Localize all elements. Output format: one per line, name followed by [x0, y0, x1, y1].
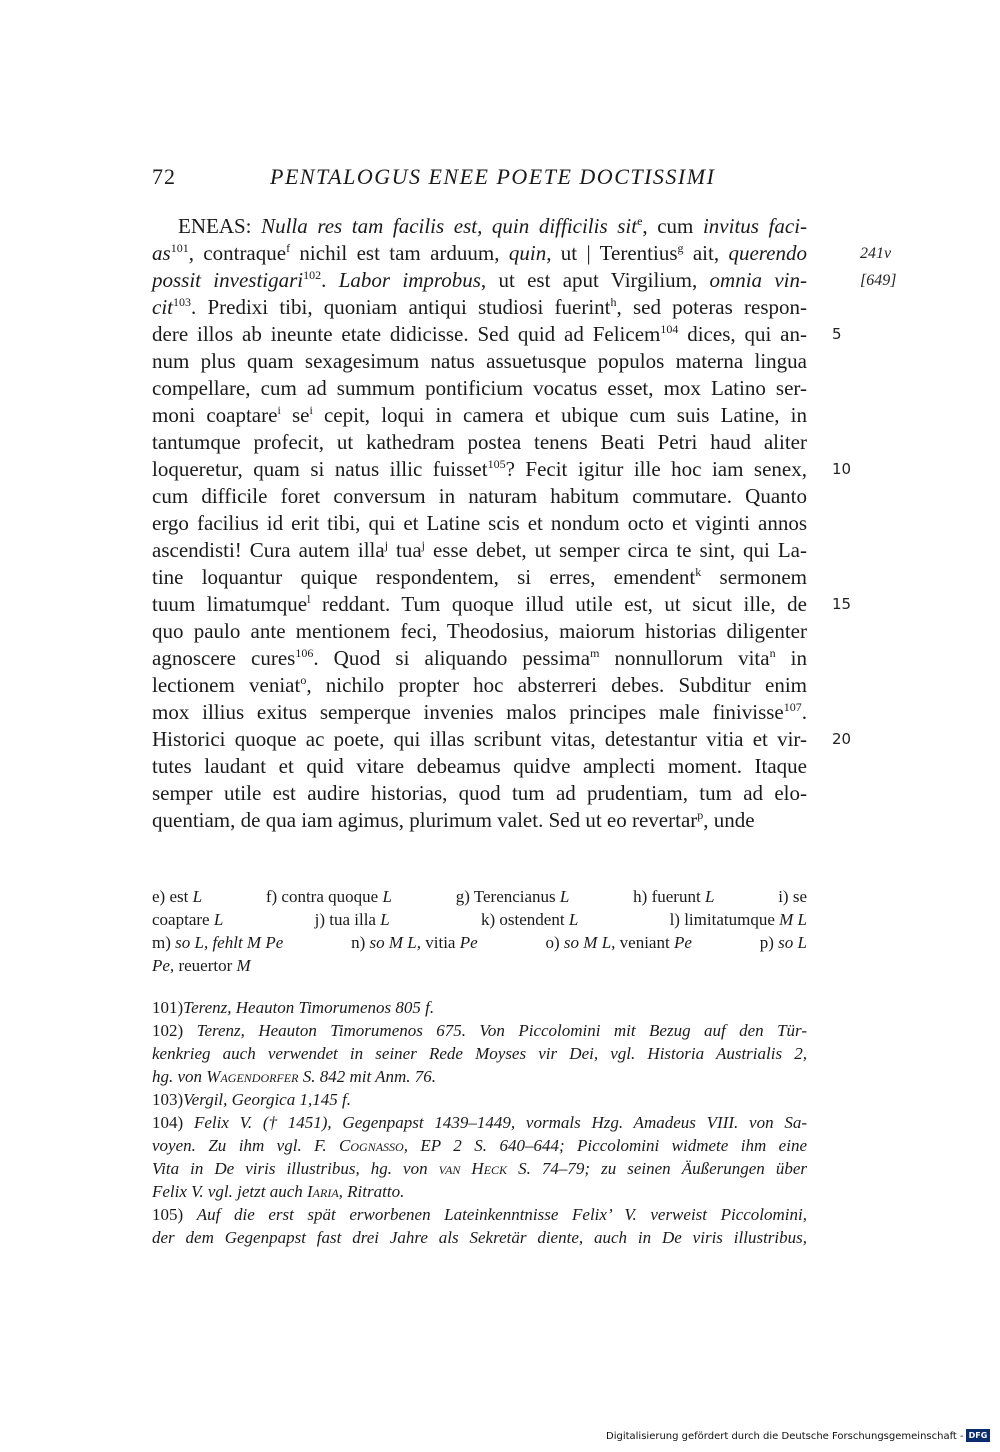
footnote-line: der dem Gegenpapst fast drei Jahre als Sekretär diente, auch in De viris illustribus, — [152, 1228, 807, 1247]
text-line: tuum limatumque$^l$ reddant. Tum quoque illud utile est, ut sicut ille, de 15 — [152, 592, 852, 616]
footnote-101: 101) Terenz, Heauton Timorumenos 805 f. — [152, 998, 435, 1017]
line-number: 15 — [832, 595, 852, 613]
text-line: quentiam, de qua iam agimus, plurimum valet. Sed ut eo revertar$^p$, unde — [152, 808, 755, 832]
text-line: ascendisti! Cura autem illa$^j$ tua$^j$ esse debet, ut semper circa te sint, qui La- — [152, 538, 808, 562]
line-number: 5 — [832, 325, 842, 343]
text-line: quo paulo ante mentionem feci, Theodosius, maiorum historias diligenter — [152, 619, 807, 643]
text-line: compellare, cum ad summum pontificium vocatus esset, mox Latino ser- — [152, 376, 807, 400]
footnotes — [152, 996, 807, 1249]
main-text — [152, 213, 897, 834]
text-line: cum difficile foret conversum in naturam habitum commutare. Quanto — [152, 484, 807, 508]
footnote-line: kenkrieg auch verwendet in seiner Rede Moyses vir Dei, vgl. Historia Austrialis 2, — [152, 1044, 807, 1063]
footnote-103: 103) Vergil, Georgica 1,145 f. — [152, 1090, 351, 1109]
footnote-102: 102) Terenz, Heauton Timorumenos 675. Von Piccolomini mit Bezug auf den Tür- — [152, 1021, 807, 1040]
footnote-line: hg. von Wagendorfer S. 842 mit Anm. 76. — [152, 1067, 437, 1086]
digitization-credit: Digitalisierung gefördert durch die Deutsche Forschungsgemeinschaft - — [606, 1431, 964, 1442]
text-line: tantumque profecit, ut kathedram postea tenens Beati Petri haud aliter — [152, 430, 807, 454]
text-line: $as^{101}$, contraque$^f$ nichil est tam arduum, quin, ut | Terentius$^g$ ait, querendo 241v — [152, 241, 892, 265]
apparatus-line: m) so L, fehlt M Pe n) so M L, vitia Pe o) so M L, veniant Pe p) so L — [152, 933, 807, 952]
footnote-104: 104) Felix V. († 1451), Gegenpapst 1439–1449, vormals Hzg. Amadeus VIII. von Sa- — [152, 1113, 807, 1132]
text-line: semper utile est audire historias, quod tum ad prudentiam, tum ad elo- — [152, 781, 807, 805]
text-line: lectionem veniat$^o$, nichilo propter hoc absterreri debes. Subditur enim — [152, 673, 807, 697]
text-line: loqueretur, quam si natus illic fuisset$^{105}$? Fecit igitur ille hoc iam senex, 10 — [152, 457, 852, 481]
text-line: possit investigari$^{102}$. Labor improbus, ut est aput Virgilium, omnia vin- [649] — [152, 268, 897, 292]
text-line: dere illos ab ineunte etate didicisse. Sed quid ad Felicem$^{104}$ dices, qui an- 5 — [152, 322, 842, 346]
line-number: 10 — [832, 460, 852, 478]
text-line: agnoscere cures$^{106}$. Quod si aliquando pessima$^m$ nonnullorum vita$^n$ in — [152, 646, 807, 670]
footnote-line: Vita in De viris illustribus, hg. von van Heck S. 74–79; zu seinen Äußerungen über — [152, 1159, 807, 1178]
folio-marker: 241v — [860, 245, 892, 262]
dfg-logo-icon: DFG — [966, 1429, 990, 1442]
apparatus-line: Pe, reuertor M — [152, 956, 251, 975]
critical-apparatus — [152, 885, 807, 977]
text-line: cit$^{103}$. Predixi tibi, quoniam antiqui studiosi fuerint$^h$, sed poteras respon- — [152, 295, 807, 319]
line-number: 20 — [832, 730, 852, 748]
apparatus-line: e) est L f) contra quoque L g) Terencianus L h) fuerunt L i) se — [152, 887, 807, 906]
page-reference: [649] — [860, 272, 897, 289]
footnote-line: Felix V. vgl. jetzt auch Iaria, Ritratto. — [152, 1182, 405, 1201]
footnote-line: voyen. Zu ihm vgl. F. Cognasso, EP 2 S. 640–644; Piccolomini widmete ihm eine — [152, 1136, 807, 1155]
running-title: PENTALOGUS ENEE POETE DOCTISSIMI — [270, 164, 716, 189]
page-number: 72 — [152, 164, 176, 189]
text-line: ergo facilius id erit tibi, qui et Latine scis et nondum octo et viginti annos — [152, 511, 807, 535]
text-line: ENEAS: Nulla res tam facilis est, quin difficilis sit$^e$, cum invitus faci- — [178, 214, 808, 238]
text-line: moni coaptare$^i$ $se^i$ cepit, loqui in camera et ubique cum suis Latine, in — [152, 403, 808, 427]
footnote-105: 105) Auf die erst spät erworbenen Lateinkenntnisse Felix’ V. verweist Piccolomini, — [152, 1205, 807, 1224]
apparatus-line: coaptare L j) tua illa L k) ostendent L l) limitatumque M L — [152, 910, 807, 929]
text-line: mox illius exitus semperque invenies malos principes male finivisse$^{107}$. — [152, 700, 807, 724]
text-line: tine loquantur quique respondentem, si erres, emendent$^k$ sermonem — [152, 565, 807, 589]
text-line: tutes laudant et quid vitare debeamus quidve amplecti moment. Itaque — [152, 754, 807, 778]
text-line: num plus quam sexagesimum natus assuetusque populos materna lingua — [152, 349, 807, 373]
text-line: Historici quoque ac poete, qui illas scribunt vitas, detestantur vitia et vir- 20 — [152, 727, 852, 751]
